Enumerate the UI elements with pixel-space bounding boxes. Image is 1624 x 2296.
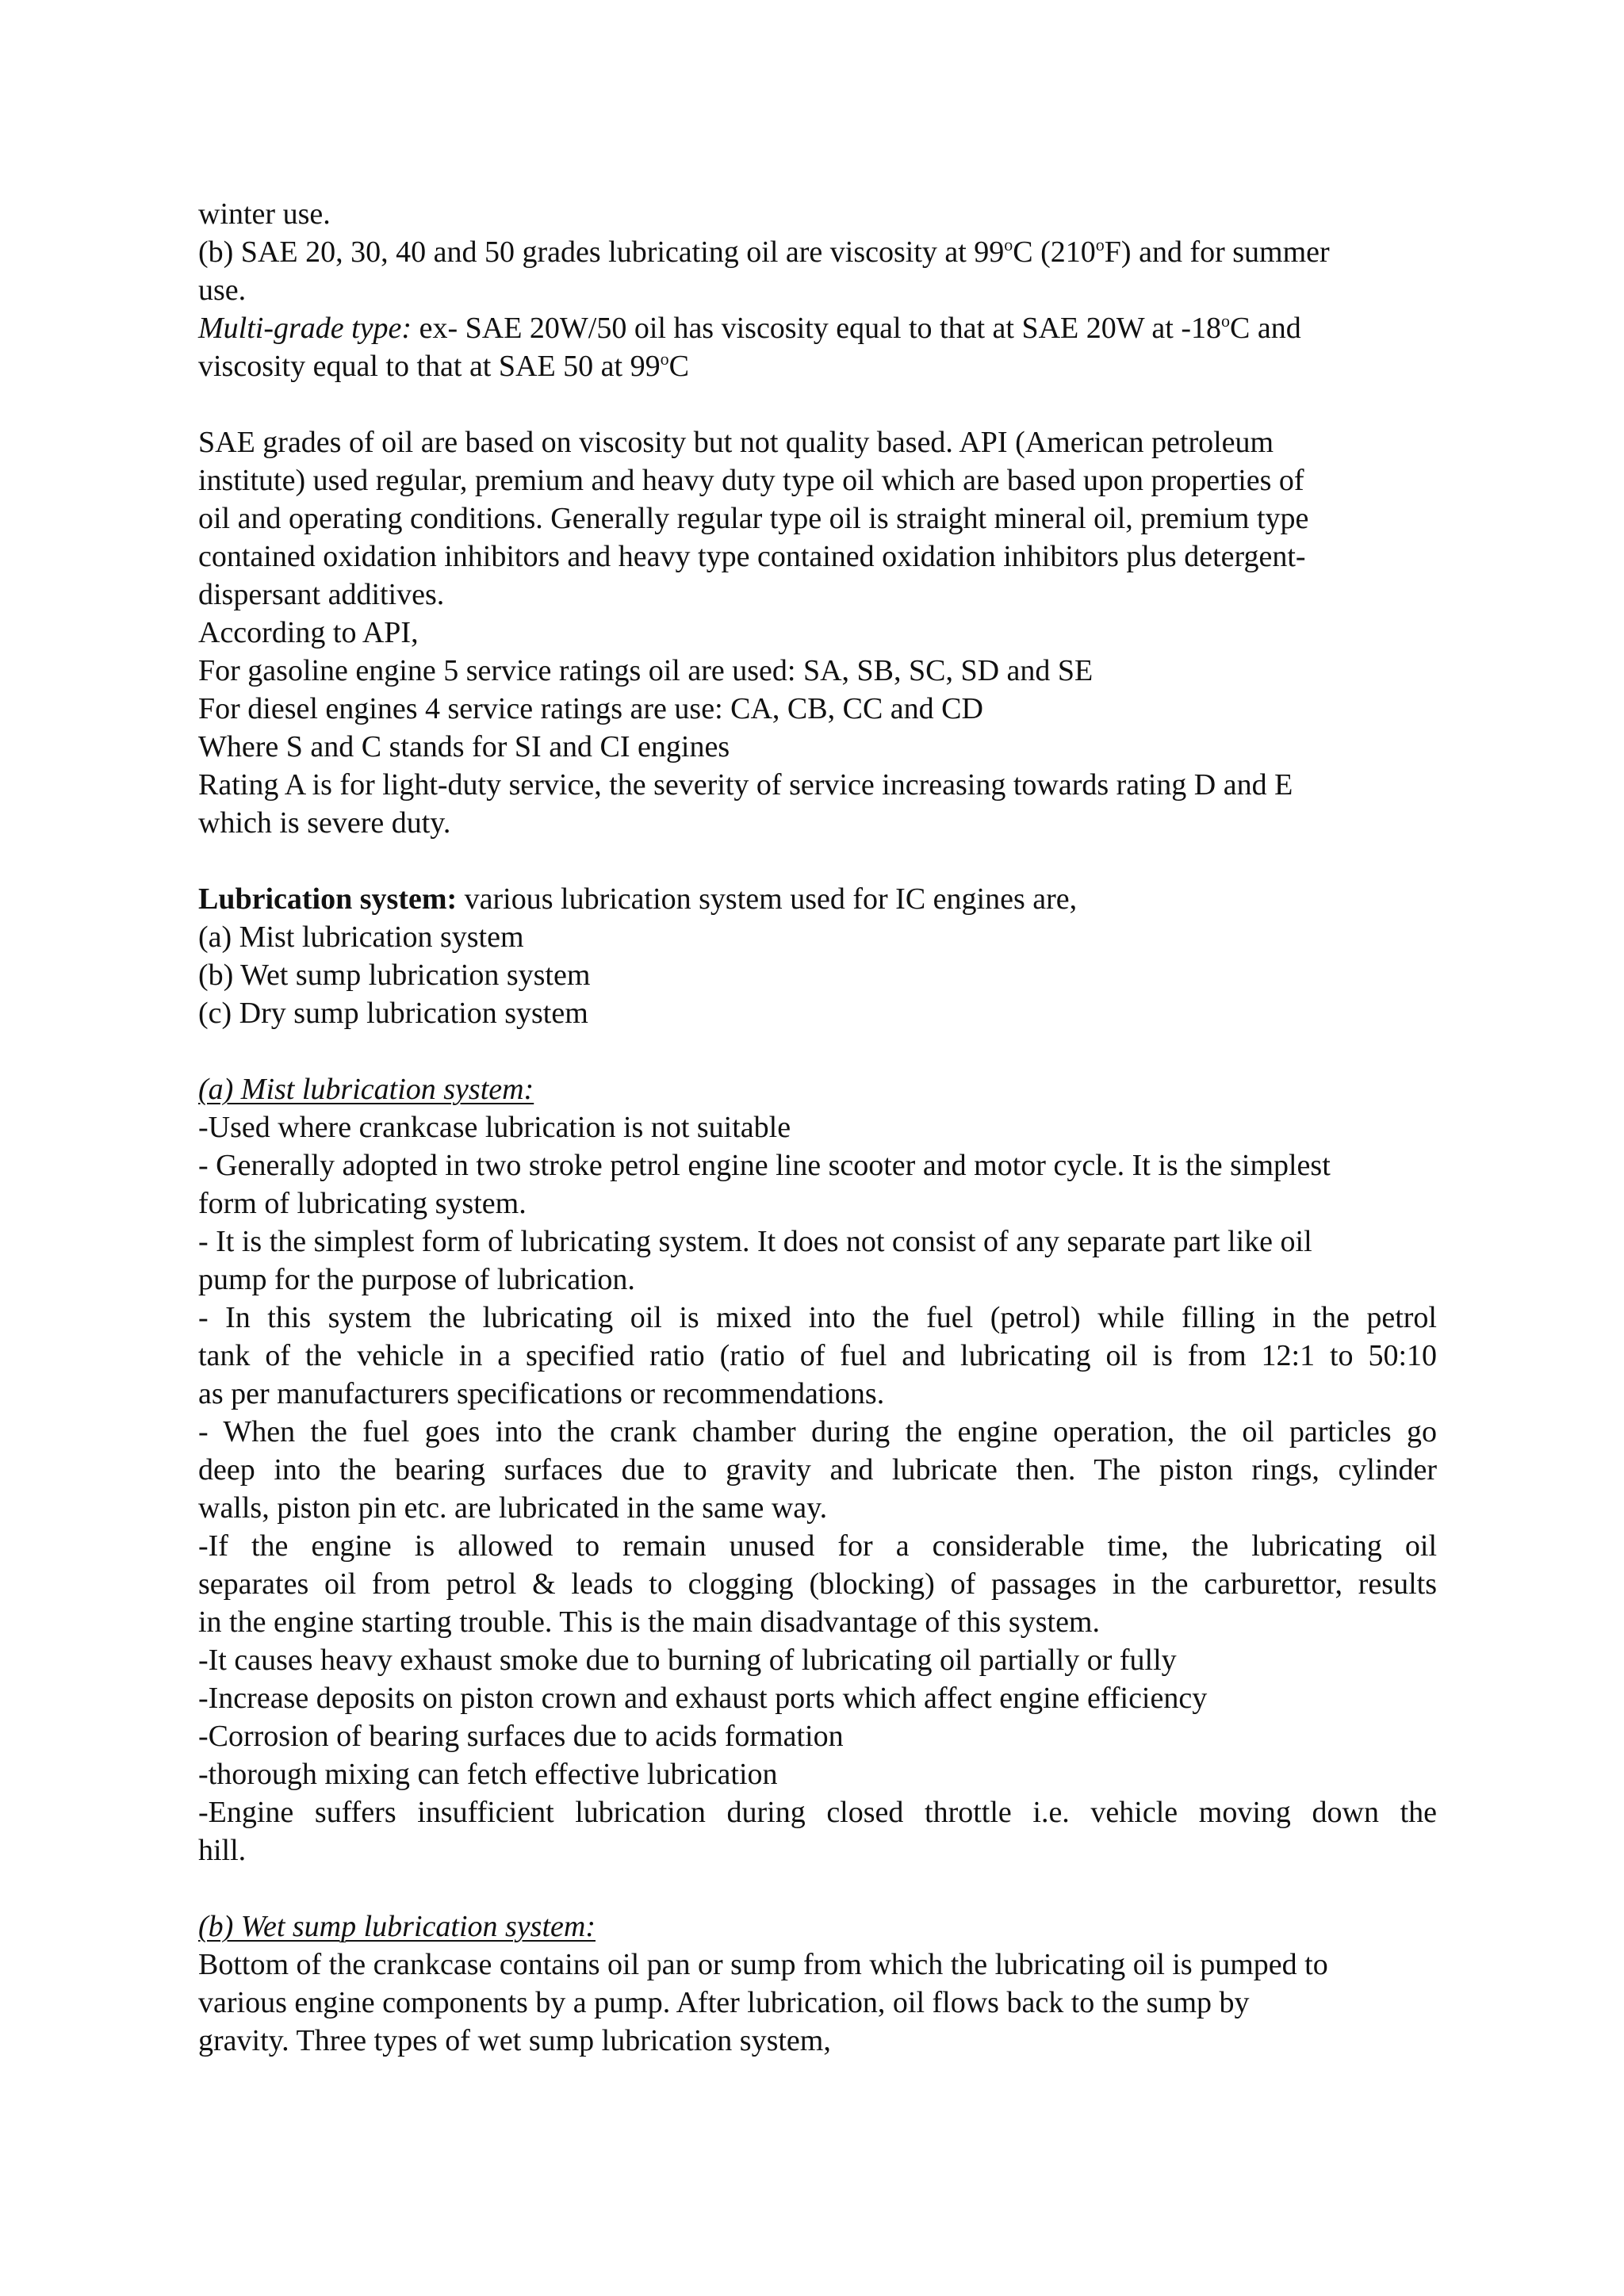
text-line: viscosity equal to that at SAE 50 at 99$^o$C	[198, 349, 689, 383]
list-item: (a) Mist lubrication system	[198, 920, 524, 954]
degree-superscript: o	[1095, 235, 1105, 254]
spacer	[198, 1032, 1437, 1070]
text-line: hill.	[198, 1834, 247, 1867]
text-line: - It is the simplest form of lubricating system. It does not consist of any separate part like oil	[198, 1225, 1312, 1258]
text-line: -thorough mixing can fetch effective lubrication	[198, 1758, 778, 1791]
text-line: deep into the bearing surfaces due to gravity and lubricate then. The piston rings, cylinder	[198, 1453, 1437, 1487]
text-line: -Used where crankcase lubrication is not suitable	[198, 1111, 791, 1144]
text-line: pump for the purpose of lubrication.	[198, 1263, 635, 1296]
list-item: (c) Dry sump lubrication system	[198, 997, 588, 1030]
wet-sump-heading: (b) Wet sump lubrication system:	[198, 1910, 596, 1943]
text-line: Multi-grade type: ex- SAE 20W/50 oil has viscosity equal to that at SAE 20W at -18$^o$C and	[198, 311, 1301, 345]
spacer	[198, 385, 1437, 423]
degree-superscript: o	[1221, 311, 1231, 331]
text-line: separates oil from petrol & leads to clogging (blocking) of passages in the carburettor, results	[198, 1567, 1437, 1601]
text-line: institute) used regular, premium and heavy duty type oil which are based upon properties of	[198, 464, 1304, 497]
text-line: (b) SAE 20, 30, 40 and 50 grades lubricating oil are viscosity at 99$^o$C (210$^o$F) and for summer	[198, 235, 1330, 269]
text-line: -Corrosion of bearing surfaces due to acids formation	[198, 1720, 844, 1753]
text-line: -It causes heavy exhaust smoke due to burning of lubricating oil partially or fully	[198, 1644, 1177, 1677]
text-line: tank of the vehicle in a specified ratio (ratio of fuel and lubricating oil is from 12:1 to 50:10	[198, 1339, 1437, 1372]
text-line	[198, 1070, 1437, 1108]
text-line: For diesel engines 4 service ratings are use: CA, CB, CC and CD	[198, 692, 983, 725]
text-line: Bottom of the crankcase contains oil pan or sump from which the lubricating oil is pumped to	[198, 1948, 1328, 1981]
text-line: walls, piston pin etc. are lubricated in the same way.	[198, 1491, 828, 1525]
text-line	[198, 1908, 1437, 1946]
degree-superscript: o	[1004, 235, 1013, 254]
text-line: which is severe duty.	[198, 806, 451, 840]
text-line: - When the fuel goes into the crank chamber during the engine operation, the oil particles go	[198, 1415, 1437, 1448]
text-line: -Engine suffers insufficient lubrication during closed throttle i.e. vehicle moving down the	[198, 1796, 1437, 1829]
text-line: Rating A is for light-duty service, the severity of service increasing towards rating D and E	[198, 768, 1293, 802]
list-item: (b) Wet sump lubrication system	[198, 959, 591, 992]
mist-heading: (a) Mist lubrication system:	[198, 1073, 534, 1106]
spacer	[198, 842, 1437, 880]
text-line: According to API,	[198, 616, 419, 649]
text-line: Lubrication system: various lubrication system used for IC engines are,	[198, 882, 1078, 916]
text-line: gravity. Three types of wet sump lubrication system,	[198, 2024, 831, 2057]
text-line: various engine components by a pump. After lubrication, oil flows back to the sump by	[198, 1986, 1250, 2019]
text-line: oil and operating conditions. Generally regular type oil is straight mineral oil, premium type	[198, 502, 1309, 535]
lubrication-system-heading: Lubrication system:	[198, 882, 458, 916]
text-line: -If the engine is allowed to remain unused for a considerable time, the lubricating oil	[198, 1529, 1437, 1563]
text-line: use.	[198, 274, 247, 307]
text-line: For gasoline engine 5 service ratings oil are used: SA, SB, SC, SD and SE	[198, 654, 1094, 687]
degree-superscript: o	[660, 349, 669, 369]
text-line: Where S and C stands for SI and CI engines	[198, 730, 730, 763]
text-line: dispersant additives.	[198, 578, 445, 611]
multi-grade-label: Multi-grade type:	[198, 312, 412, 345]
document-page	[198, 195, 1437, 2060]
text-line: - In this system the lubricating oil is mixed into the fuel (petrol) while filling in the petrol	[198, 1301, 1437, 1334]
spacer	[198, 1869, 1437, 1908]
text-line: SAE grades of oil are based on viscosity but not quality based. API (American petroleum	[198, 426, 1274, 459]
text-line: -Increase deposits on piston crown and exhaust ports which affect engine efficiency	[198, 1682, 1208, 1715]
text-line: winter use.	[198, 197, 331, 231]
text-line: - Generally adopted in two stroke petrol engine line scooter and motor cycle. It is the simplest	[198, 1149, 1331, 1182]
text-line: contained oxidation inhibitors and heavy type contained oxidation inhibitors plus detergent-	[198, 540, 1306, 573]
text-line: in the engine starting trouble. This is the main disadvantage of this system.	[198, 1605, 1100, 1639]
text-line: as per manufacturers specifications or recommendations.	[198, 1377, 885, 1410]
text-line: form of lubricating system.	[198, 1187, 527, 1220]
